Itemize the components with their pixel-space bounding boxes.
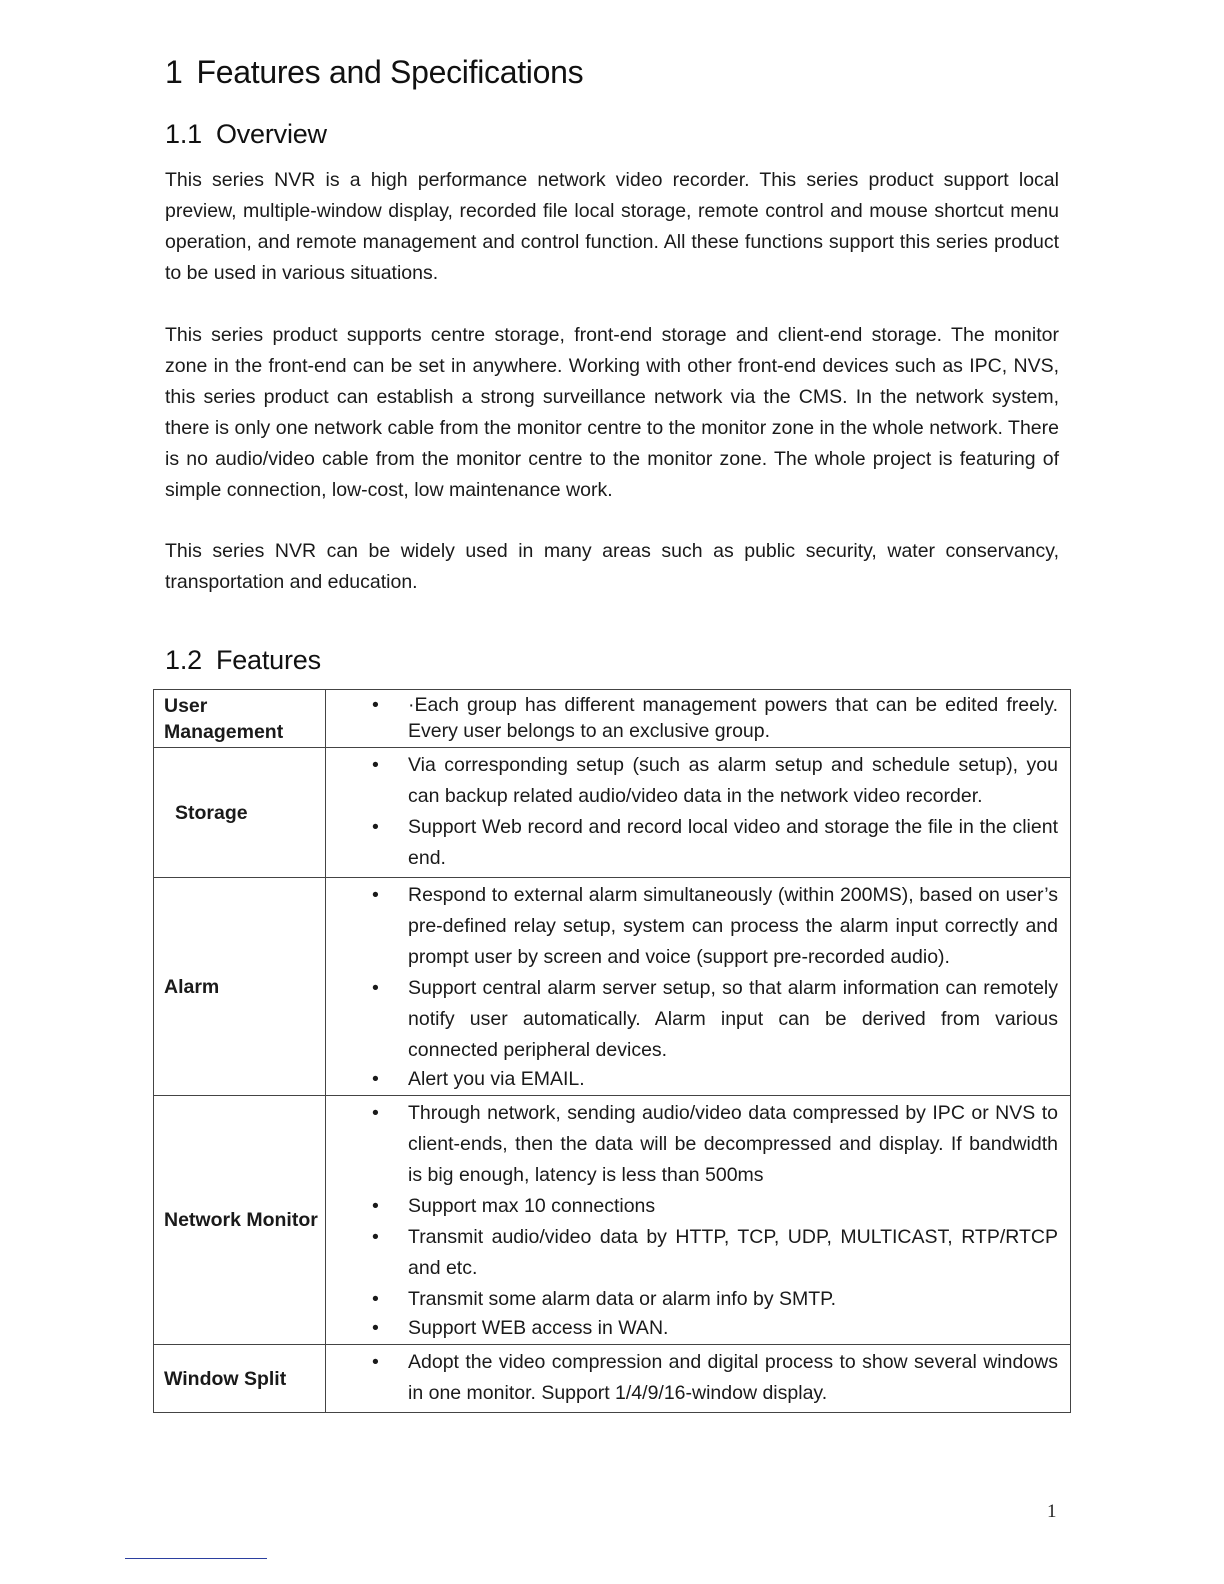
items-cell	[326, 690, 1071, 748]
overview-paragraph-2: This series product supports centre storage, front-end storage and client-end storage. The monitor zone in the front-end can be set in anywhere. Working with other front-end devices such as IPC, NVS, this series product can establish a strong surveillance network via the CMS. In the network system, there is only one network cable from the monitor centre to the monitor zone in the whole network. There is no audio/video cable from the monitor centre to the monitor zone. The whole project is featuring of simple connection, low-cost, low maintenance work.	[165, 324, 1059, 501]
list-item: • Respond to external alarm simultaneously (within 200MS), based on user’s pre-defined relay setup, system can process the alarm input correctly and prompt user by screen and voice (support pre-recorded audio).	[326, 880, 1058, 973]
items-cell	[326, 878, 1071, 1096]
list-item: • Transmit some alarm data or alarm info by SMTP.	[326, 1284, 1058, 1315]
table-row	[154, 1345, 1071, 1413]
overview-heading	[165, 119, 327, 150]
chapter-title: Features and Specifications	[196, 54, 584, 90]
bullet-list	[326, 880, 1058, 1092]
features-number: 1.2	[165, 645, 202, 675]
list-item: • Adopt the video compression and digital process to show several windows in one monitor. Support 1/4/9/16-window display.	[326, 1347, 1058, 1409]
list-item: • Support WEB access in WAN.	[326, 1315, 1058, 1341]
overview-number: 1.1	[165, 119, 202, 149]
list-item: • Support max 10 connections	[326, 1191, 1058, 1222]
items-cell	[326, 1096, 1071, 1345]
category-window-split: Window Split	[154, 1345, 326, 1413]
list-item: • Support Web record and record local video and storage the file in the client end.	[326, 812, 1058, 874]
overview-paragraph-3: This series NVR can be widely used in many areas such as public security, water conservancy, transportation and education.	[165, 540, 1059, 593]
chapter-heading	[165, 54, 583, 91]
table-row	[154, 748, 1071, 878]
bullet-list	[326, 692, 1058, 744]
items-cell	[326, 748, 1071, 878]
category-user-management: User Management	[154, 690, 326, 748]
list-item: • Support central alarm server setup, so that alarm information can remotely notify user automatically. Alarm input can be derived from various connected peripheral devices.	[326, 973, 1058, 1066]
chapter-number: 1	[165, 54, 183, 90]
table-row	[154, 1096, 1071, 1345]
list-item: • Transmit audio/video data by HTTP, TCP, UDP, MULTICAST, RTP/RTCP and etc.	[326, 1222, 1058, 1284]
category-alarm: Alarm	[154, 878, 326, 1096]
category-network-monitor: Network Monitor	[154, 1096, 326, 1345]
list-item: • ·Each group has different management powers that can be edited freely. Every user belongs to an exclusive group.	[326, 692, 1058, 744]
overview-title: Overview	[215, 119, 327, 149]
features-title: Features	[215, 645, 321, 675]
table-row	[154, 878, 1071, 1096]
bullet-list	[326, 1098, 1058, 1341]
footnote-rule	[125, 1558, 267, 1559]
table-row	[154, 690, 1071, 748]
features-heading	[165, 645, 321, 676]
items-cell	[326, 1345, 1071, 1413]
bullet-list	[326, 1347, 1058, 1409]
category-storage: Storage	[154, 748, 326, 878]
page-number: 1	[1047, 1501, 1057, 1522]
list-item: • Alert you via EMAIL.	[326, 1066, 1058, 1092]
overview-paragraph-1: This series NVR is a high performance network video recorder. This series product support local preview, multiple-window display, recorded file local storage, remote control and mouse shortcut menu operation, and remote management and control function. All these functions support this series product to be used in various situations.	[165, 169, 1059, 284]
bullet-list	[326, 750, 1058, 874]
features-table	[153, 689, 1071, 1413]
list-item: • Via corresponding setup (such as alarm setup and schedule setup), you can backup related audio/video data in the network video recorder.	[326, 750, 1058, 812]
list-item: • Through network, sending audio/video data compressed by IPC or NVS to client-ends, then the data will be decompressed and display. If bandwidth is big enough, latency is less than 500ms	[326, 1098, 1058, 1191]
